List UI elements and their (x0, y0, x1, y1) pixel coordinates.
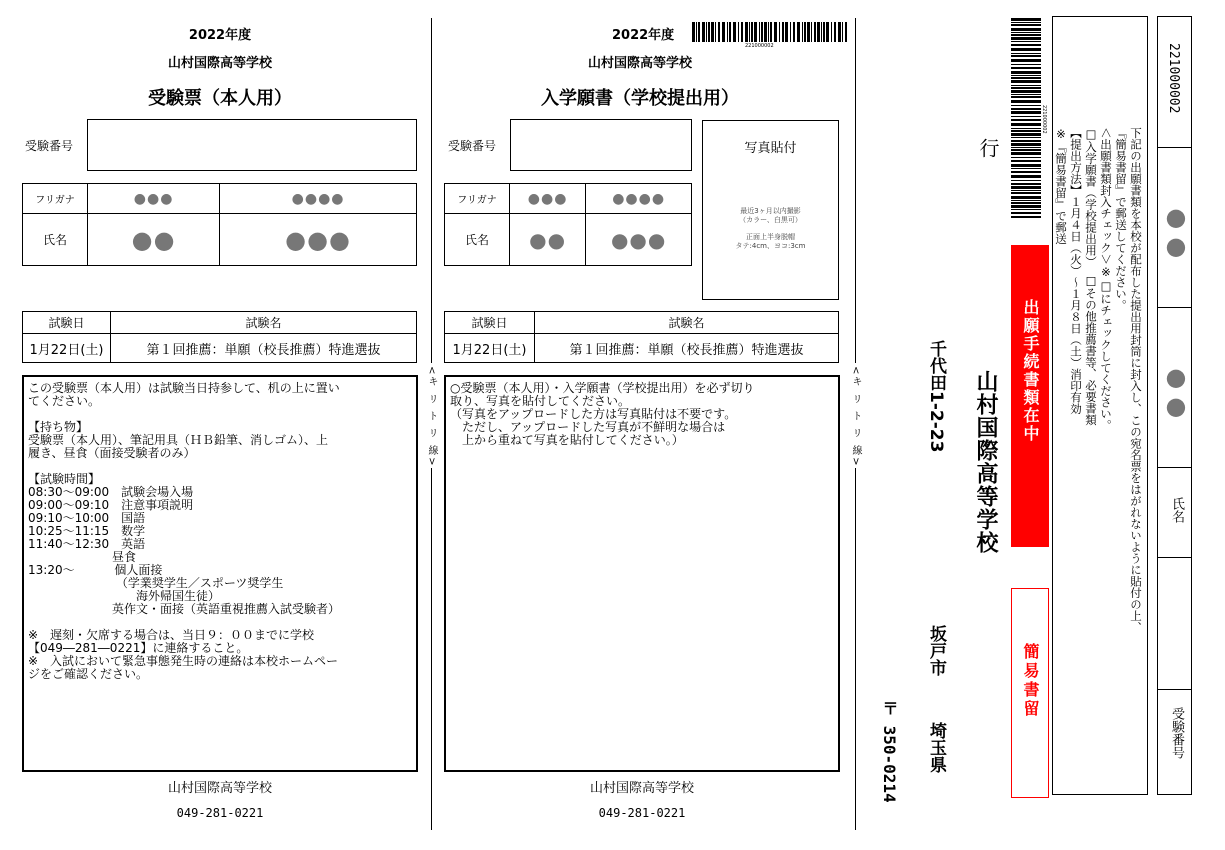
exam-name-header: 試験名 (111, 312, 417, 334)
recipient-suffix: 行 (976, 138, 1000, 158)
cut-line (855, 468, 856, 830)
form-furigana-family[interactable]: ●●● (510, 184, 586, 214)
red-banner (1011, 245, 1049, 547)
form-exam-name: 第１回推薦：単願（校長推薦）特進選抜 (535, 334, 839, 363)
form-footer-phone: 049-281-0221 (598, 806, 686, 820)
exam-number-field[interactable] (87, 119, 417, 171)
form-footer-school: 山村国際高等学校 (589, 781, 694, 796)
furigana-label: フリガナ (23, 184, 88, 214)
furigana-given[interactable]: ●●●● (220, 184, 417, 214)
instructions-text: 下記の出願書類を本校が配布した提出用封筒に封入し、この宛名票をはがれないように貼付の上、 『簡易書留』で郵送してください。 ＜出願書類封入チェック＞※□にチェックしてください。 □入学願書（学校提出用） □その他推薦書等、必要書類 【提出方法】１月４日（火）～１月８日（土）消印有効 ※『簡易書留』で郵送 (1054, 127, 1143, 633)
exam-name: 第１回推薦：単願（校長推薦）特進選抜 (111, 334, 417, 363)
form-exam-date: 1月22日(土) (445, 334, 535, 363)
registered-mail-box (1011, 588, 1049, 798)
form-exam-table (444, 311, 839, 363)
cut-line (855, 18, 856, 363)
city: 坂戸市 (926, 625, 946, 676)
ticket-notes: この受験票（本人用）は試験当日持参して、机の上に置い てください。 【持ち物】 受験票（本人用）、筆記用具（ＨＢ鉛筆、消しゴム）、上 履き、昼食（面接受験者のみ） 【試験時間】 08:30～09:00 試験会場入場 09:00～09:10 注意事項説明 09:10～10:00 国語 10:25～11:15 数学 11:40～12:30 英語 昼食 13:20～ 個人面接 （学業奨学生／スポーツ奨学生 海外帰国生徒） 英作文・面接（英語重視推薦入試受験者） ※ 遅刻・欠席する場合は、当日９：００までに学校 【049―281―0221】に連絡すること。 ※ 入試において緊急事態発生時の連絡は本校ホームペー ジをご確認ください。 (22, 375, 418, 772)
exam-table (22, 311, 417, 363)
exam-number-label: 受験番号 (25, 139, 74, 153)
ticket-school: 山村国際高等学校 (167, 56, 272, 71)
form-year: 2022年度 (612, 28, 675, 43)
form-name-given[interactable]: ●●● (586, 214, 692, 266)
photo-title: 写真貼付 (744, 141, 797, 156)
form-school: 山村国際高等学校 (587, 56, 692, 71)
photo-box[interactable] (702, 120, 839, 300)
form-exam-date-header: 試験日 (445, 312, 535, 334)
form-notes: ○受験票（本人用）・入学願書（学校提出用）を必ず切り 取り、写真を貼付してください。 （写真をアップロードした方は写真貼付は不要です。 ただし、アップロードした写真が不鮮明な場合は 上から重ねて写真を貼付してください。） (444, 375, 840, 772)
cut-label: <キ リ ト リ 線> (850, 366, 861, 468)
exam-date: 1月22日(土) (23, 334, 111, 363)
side-name-label: 氏名 (1169, 497, 1184, 523)
side-number: 221000002 (1166, 43, 1181, 114)
side-dots-2: ●● (1162, 363, 1190, 421)
form-furigana-given[interactable]: ●●●● (586, 184, 692, 214)
form-name-table (444, 183, 692, 266)
name-family[interactable]: ●● (88, 214, 220, 266)
cut-label: <キ リ ト リ 線> (426, 366, 437, 468)
form-barcode-number: 221000002 (745, 43, 774, 49)
name-table (22, 183, 417, 266)
recipient: 山村国際高等学校 (973, 370, 998, 554)
side-strip (1157, 16, 1192, 795)
address: 千代田1-2-23 (926, 340, 946, 453)
cut-line (431, 18, 432, 363)
red-banner-text: 出願手続書類在中 (1021, 299, 1040, 443)
form-exam-name-header: 試験名 (535, 312, 839, 334)
exam-date-header: 試験日 (23, 312, 111, 334)
furigana-family[interactable]: ●●● (88, 184, 220, 214)
prefecture: 埼玉県 (926, 722, 946, 773)
ticket-footer-phone: 049-281-0221 (176, 806, 264, 820)
postal-code: 〒 350-0214 (880, 700, 899, 803)
form-name-family[interactable]: ●● (510, 214, 586, 266)
ticket-title: 受験票（本人用） (148, 88, 292, 109)
name-label: 氏名 (23, 214, 88, 266)
side-exam-label: 受験番号 (1169, 707, 1184, 759)
envelope-barcode-number: 221000002 (1041, 105, 1047, 134)
cut-line (431, 468, 432, 830)
form-exam-number-label: 受験番号 (448, 139, 497, 153)
photo-note-2: 正面上半身脱帽 タテ:4cm、ヨコ:3cm (735, 233, 806, 250)
form-barcode (692, 22, 848, 42)
form-title: 入学願書（学校提出用） (541, 88, 739, 109)
form-name-label: 氏名 (445, 214, 510, 266)
ticket-footer-school: 山村国際高等学校 (167, 781, 272, 796)
instructions-box (1052, 16, 1148, 795)
form-exam-number-field[interactable] (510, 119, 692, 171)
name-given[interactable]: ●●● (220, 214, 417, 266)
envelope-barcode (1011, 18, 1041, 218)
ticket-year: 2022年度 (188, 28, 252, 43)
form-furigana-label: フリガナ (445, 184, 510, 214)
registered-mail-text: 簡易書留 (1021, 643, 1040, 719)
photo-note-1: 最近3ヶ月以内撮影 （カラー、白黒可） (739, 207, 802, 224)
side-dots-1: ●● (1162, 203, 1190, 261)
